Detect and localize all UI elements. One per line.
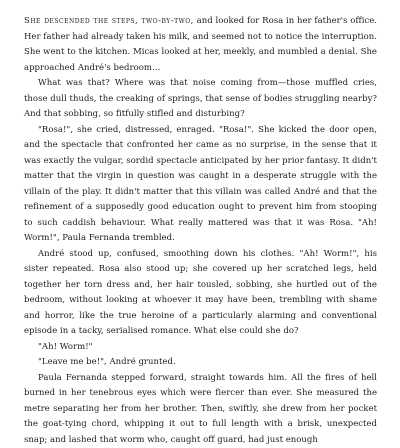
opening-smallcaps: She descended the steps, two-by-two, [24, 16, 194, 26]
paragraph: "Ah! Worm!" [24, 340, 377, 356]
paragraph: "Rosa!", she cried, distressed, enraged. "Rosa!". She kicked the door open, and the spectacle that confronted her came as no surprise, in the sense that it was exactly the vulgar, sordid spectacle anticipated by her prior fantasy. It didn't matter that the virgin in question was caught in a desperate struggle with the villain of the play. It didn't matter that this villain was called André and that the refinement of a supposedly good education ought to prevent him from stooping to such caddish behaviour. What really mattered was that it was Rosa. "Ah! Worm!", Paula Fernanda trembled. [24, 123, 377, 247]
paragraph: Paula Fernanda stepped forward, straight towards him. All the fires of hell burned in her tenebrous eyes which were fiercer than ever. She measured the metre separating her from her brother. Then, swiftly, she drew from her pocket the goat-tying chord, whipping it out to full length with a brisk, unexpected snap; and lashed that worm who, caught off guard, had just enough [24, 371, 377, 448]
paragraph [24, 14, 377, 76]
paragraph: What was that? Where was that noise coming from—those muffled cries, those dull thuds, the creaking of springs, that sense of bodies struggling nearby? And that sobbing, so fitfully stifled and disturbing? [24, 76, 377, 123]
opening-text: and looked for Rosa in her father's office. Her father had already taken his milk, and seemed not to notice the interruption. She went to the kitchen. Micas looked at her, meekly, and mumbled a denial. She approached André's bedroom… [24, 16, 377, 73]
paragraph: "Leave me be!", André grunted. [24, 355, 377, 371]
paragraph: André stood up, confused, smoothing down his clothes. "Ah! Worm!", his sister repeated. Rosa also stood up; she covered up her scratched legs, held together her torn dress and, her hair tousled, sobbing, she hurtled out of the bedroom, without looking at whoever it may have been, trembling with shame and horror, like the true heroine of a particularly alarming and conventional episode in a tacky, serialised romance. What else could she do? [24, 247, 377, 340]
